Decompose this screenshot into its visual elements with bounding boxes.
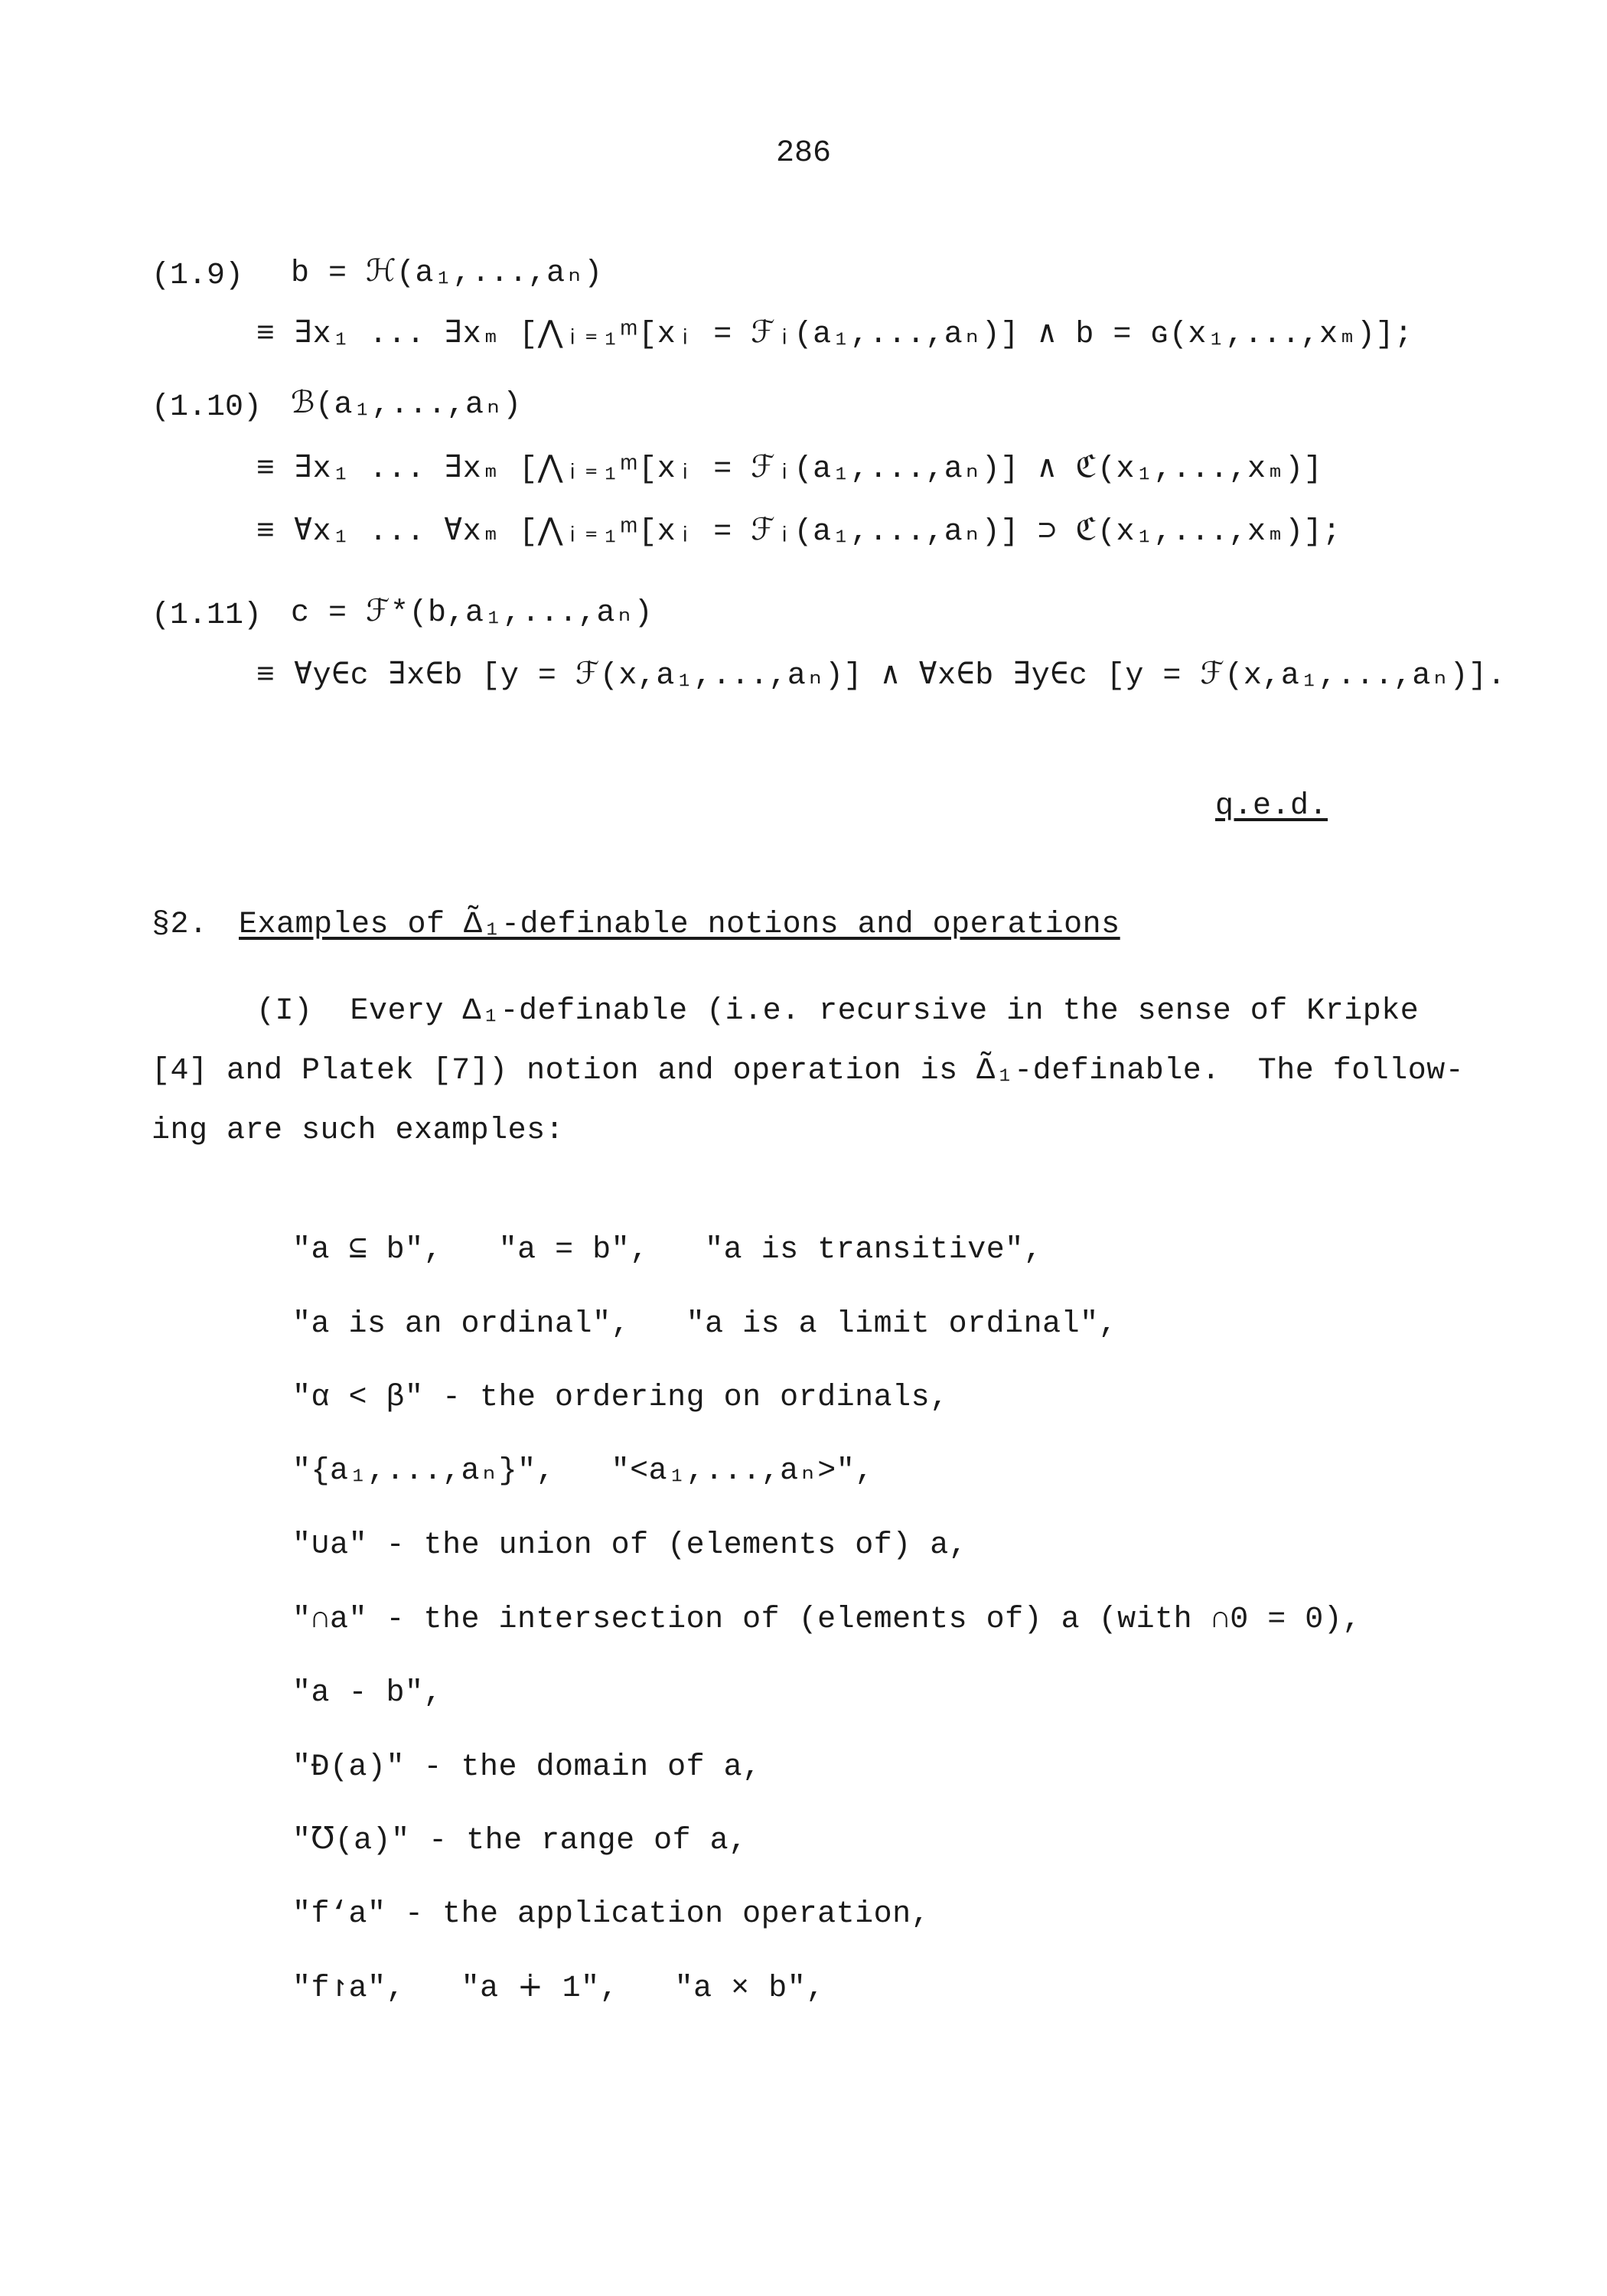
example-item: "a is an ordinal", "a is a limit ordinal", bbox=[292, 1307, 1118, 1342]
equation-line: ℬ(a₁,...,aₙ) bbox=[291, 388, 522, 422]
equation-line: ≡ ∀y∈c ∃x∈b [y = ℱ(x,a₁,...,aₙ)] ∧ ∀x∈b ∃y∈c [y = ℱ(x,a₁,...,aₙ)]. bbox=[256, 659, 1506, 693]
equation-line: ≡ ∃x₁ ... ∃xₘ [⋀ᵢ₌₁ᵐ[xᵢ = ℱᵢ(a₁,...,aₙ)] ∧ ℭ(x₁,...,xₘ)] bbox=[256, 452, 1323, 487]
example-item: "{a₁,...,aₙ}", "<a₁,...,aₙ>", bbox=[292, 1454, 874, 1489]
example-item: "f↾a", "a ∔ 1", "a × b", bbox=[292, 1971, 825, 2006]
equation-label: (1.10) bbox=[152, 390, 262, 425]
equation-line: c = ℱ*(b,a₁,...,aₙ) bbox=[291, 596, 654, 631]
section-number: §2. bbox=[152, 908, 208, 942]
example-item: "a ⊆ b", "a = b", "a is transitive", bbox=[292, 1233, 1043, 1267]
example-item: "∪a" - the union of (elements of) a, bbox=[292, 1528, 968, 1563]
equation-line: b = ℋ(a₁,...,aₙ) bbox=[291, 256, 603, 291]
equation-label: (1.9) bbox=[152, 259, 244, 293]
page-number: 286 bbox=[775, 136, 831, 171]
paragraph-line: ing are such examples: bbox=[152, 1114, 565, 1148]
example-item: "∩a" - the intersection of (elements of) a (with ∩0 = 0), bbox=[292, 1603, 1361, 1637]
example-item: "℧(a)" - the range of a, bbox=[292, 1824, 748, 1858]
equation-line: ≡ ∀x₁ ... ∀xₘ [⋀ᵢ₌₁ᵐ[xᵢ = ℱᵢ(a₁,...,aₙ)] ⊃ ℭ(x₁,...,xₘ)]; bbox=[256, 515, 1341, 550]
example-item: "Ɖ(a)" - the domain of a, bbox=[292, 1750, 761, 1785]
paragraph-line: [4] and Platek [7]) notion and operation is Δ̃₁-definable. The follow- bbox=[152, 1054, 1465, 1088]
equation-line: ≡ ∃x₁ ... ∃xₘ [⋀ᵢ₌₁ᵐ[xᵢ = ℱᵢ(a₁,...,aₙ)] ∧ b = ɢ(x₁,...,xₘ)]; bbox=[256, 318, 1413, 352]
section-title: Examples of Δ̃₁-definable notions and operations bbox=[239, 908, 1120, 942]
example-item: "f‘a" - the application operation, bbox=[292, 1897, 931, 1932]
example-item: "α < β" - the ordering on ordinals, bbox=[292, 1381, 949, 1415]
qed-mark: q.e.d. bbox=[1215, 789, 1328, 823]
equation-label: (1.11) bbox=[152, 598, 262, 633]
example-item: "a - b", bbox=[292, 1676, 443, 1711]
paragraph-line: (I) Every Δ₁-definable (i.e. recursive in the sense of Kripke bbox=[256, 994, 1420, 1029]
